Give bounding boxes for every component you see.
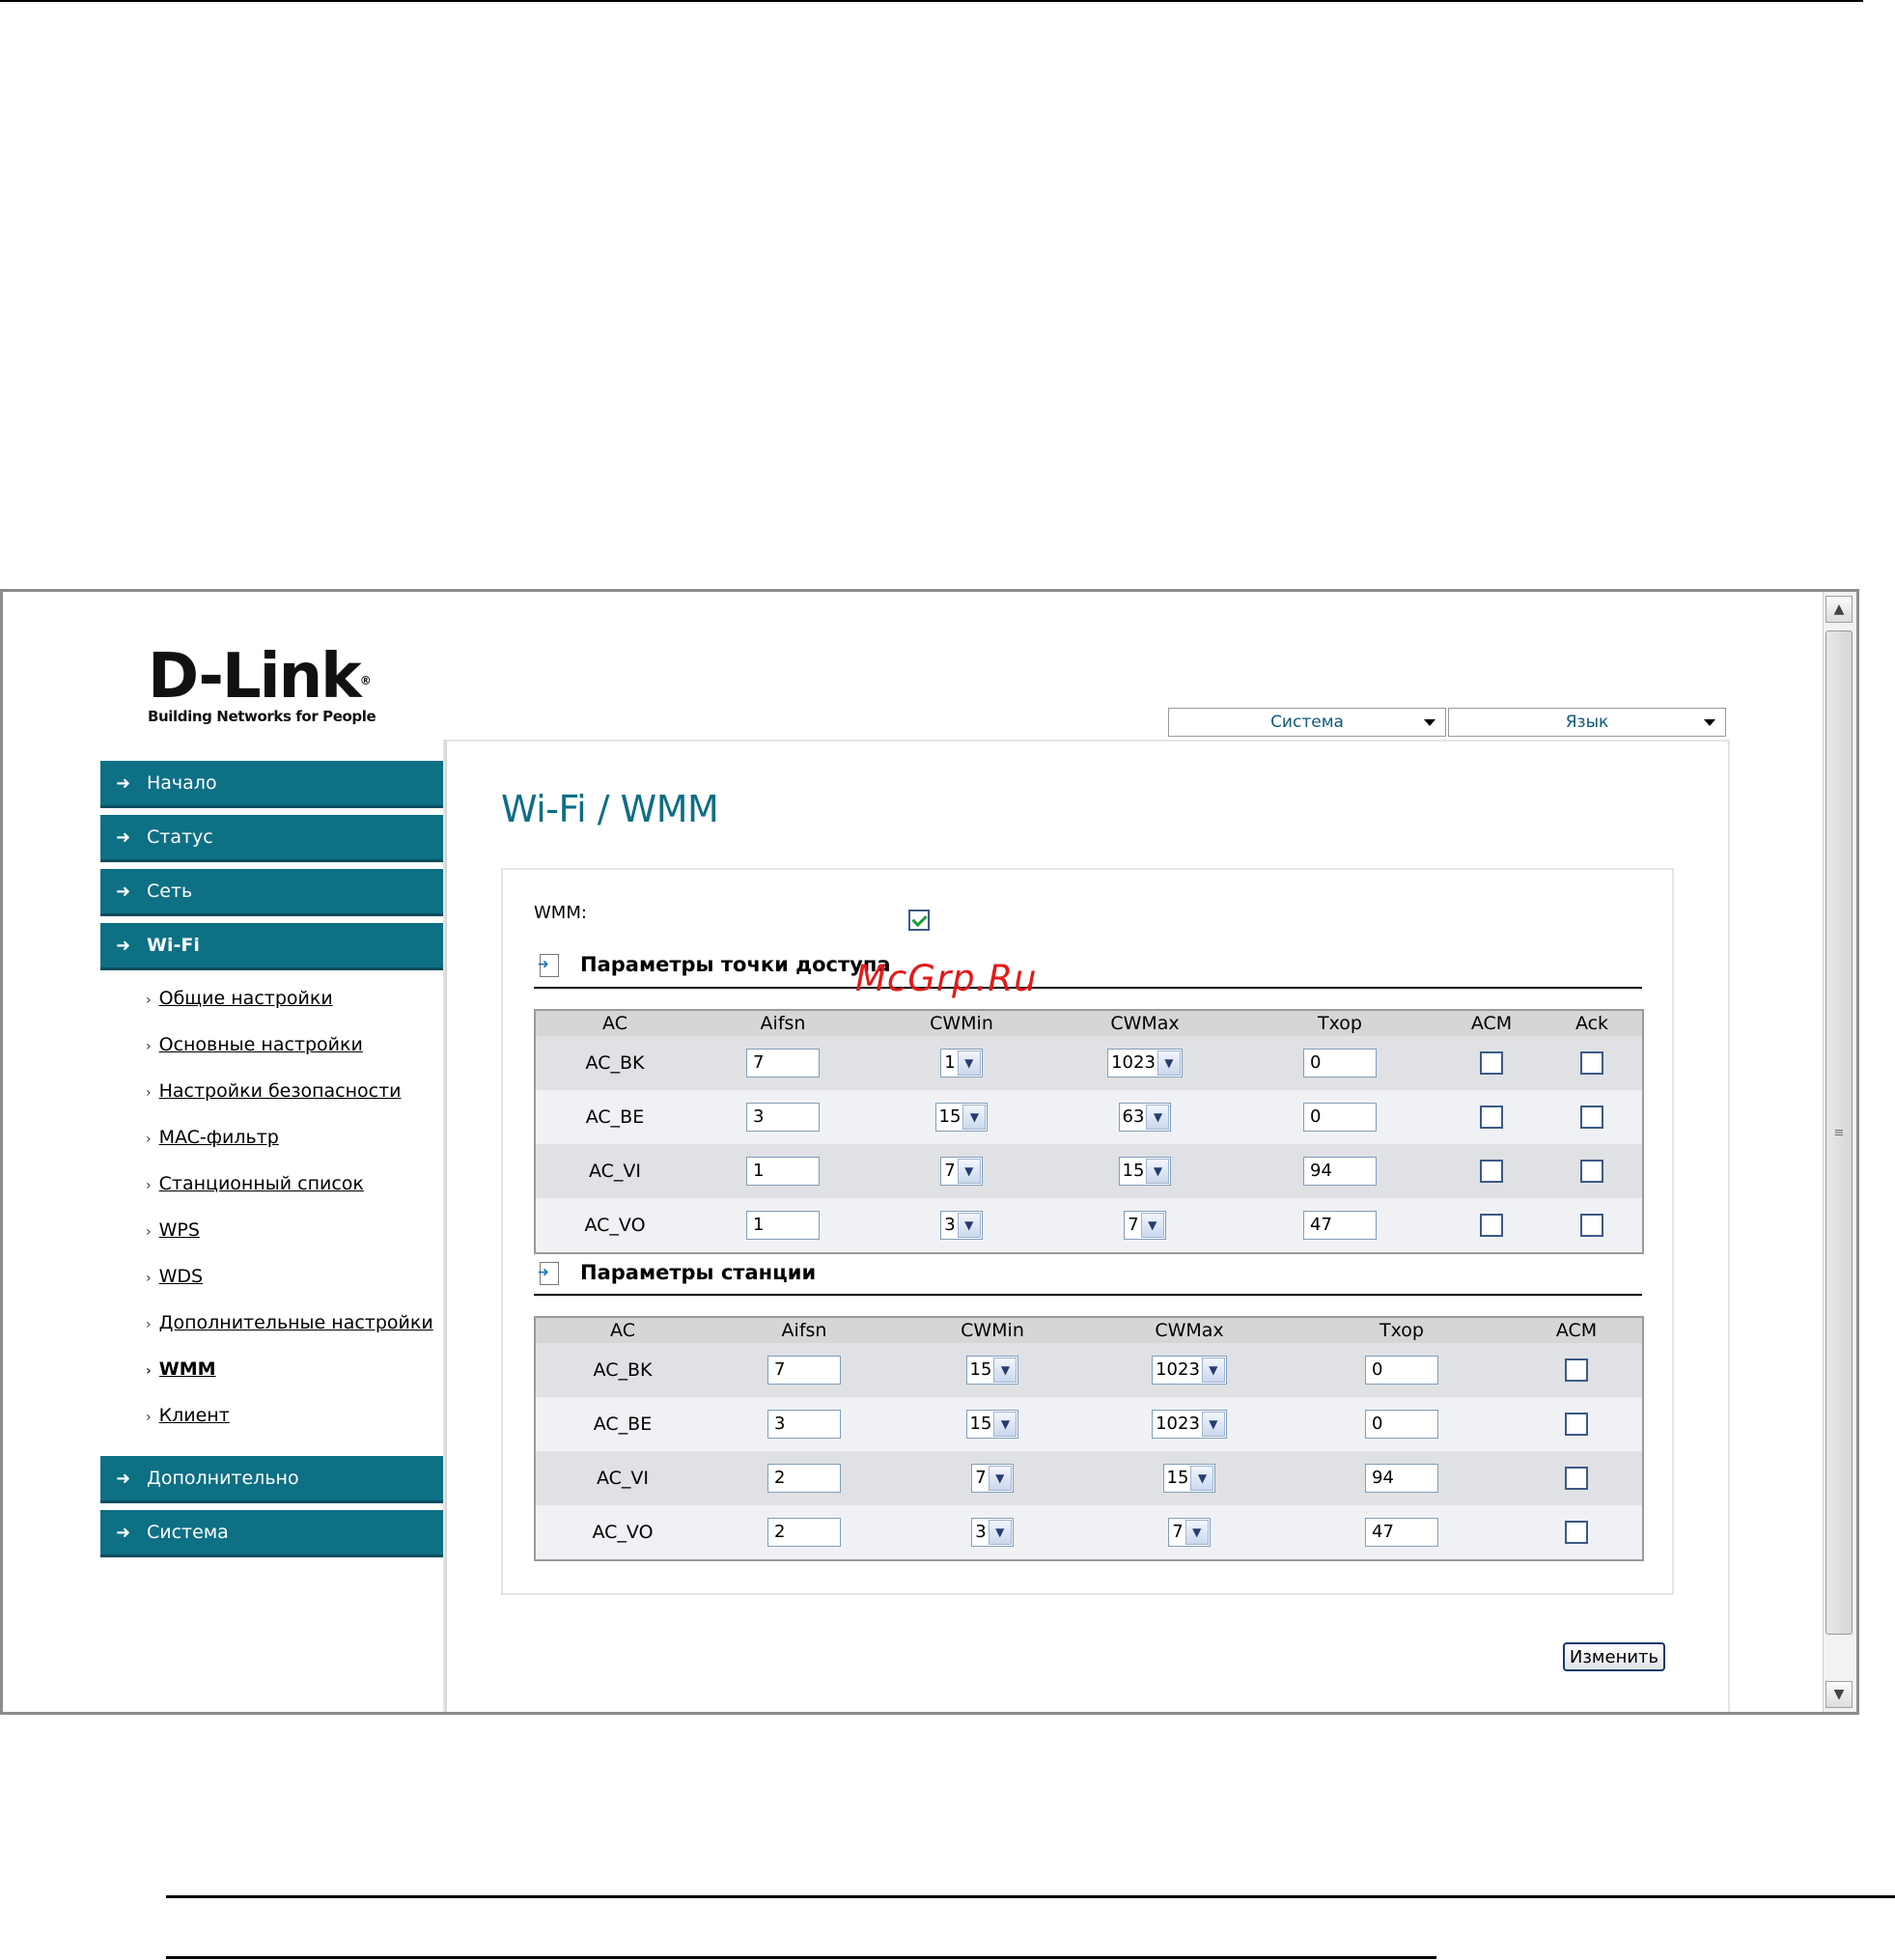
page-title: Wi-Fi / WMM xyxy=(501,788,719,830)
vertical-scrollbar[interactable] xyxy=(1823,592,1856,1712)
cwmin-select[interactable]: 1 ▼ xyxy=(940,1049,982,1078)
cwmin-select[interactable]: 3 ▼ xyxy=(940,1211,982,1240)
station-section-title: Параметры станции xyxy=(580,1261,817,1284)
chevron-down-icon: ▼ xyxy=(1146,1105,1169,1130)
logo-brand: D-Link xyxy=(148,641,360,713)
subnav-station-list[interactable]: › Станционный список xyxy=(146,1173,364,1194)
chevron-down-icon: ▼ xyxy=(958,1159,981,1184)
subnav-mac-filter[interactable]: › MAC-фильтр xyxy=(146,1127,279,1148)
table-header-row xyxy=(535,1010,1643,1036)
txop-input[interactable]: 94 xyxy=(1303,1157,1377,1186)
chevron-down-icon: ▼ xyxy=(1190,1466,1213,1491)
acm-checkbox[interactable] xyxy=(1480,1214,1503,1237)
aifsn-input[interactable]: 7 xyxy=(767,1356,841,1385)
language-menu-dropdown[interactable] xyxy=(1448,708,1726,737)
cwmax-select[interactable]: 15 ▼ xyxy=(1119,1157,1172,1186)
acm-checkbox[interactable] xyxy=(1565,1358,1588,1382)
logo-tagline: Building Networks for People xyxy=(148,708,376,725)
cwmax-select[interactable]: 15 ▼ xyxy=(1163,1464,1216,1493)
chevron-down-icon: ▼ xyxy=(989,1520,1012,1545)
chevron-down-icon: ▼ xyxy=(1202,1358,1225,1383)
txop-input[interactable]: 0 xyxy=(1303,1103,1377,1132)
chevron-down-icon xyxy=(1424,719,1435,726)
nav-item-status[interactable]: ➜ Статус xyxy=(100,815,443,862)
browser-window xyxy=(0,589,1859,1715)
table-row xyxy=(535,1505,1643,1560)
bullet-icon: › xyxy=(146,1271,152,1286)
dlink-logo: D-Link® Building Networks for People xyxy=(148,641,376,725)
aifsn-input[interactable]: 2 xyxy=(767,1518,841,1547)
arrow-right-icon: ➜ xyxy=(116,1522,131,1543)
aifsn-input[interactable]: 3 xyxy=(767,1410,841,1439)
acm-checkbox[interactable] xyxy=(1565,1521,1588,1544)
scroll-up-button[interactable] xyxy=(1825,596,1853,623)
col-txop: Txop xyxy=(1239,1010,1441,1036)
scroll-thumb[interactable] xyxy=(1825,630,1853,1635)
chevron-down-icon: ▼ xyxy=(1202,1412,1225,1437)
subnav-client[interactable]: › Клиент xyxy=(146,1405,230,1426)
nav-item-network[interactable]: ➜ Сеть xyxy=(100,869,443,916)
document-bottom-rule xyxy=(166,1895,1895,1898)
table-row xyxy=(535,1198,1643,1253)
chevron-down-icon: ▼ xyxy=(1833,1687,1845,1702)
ack-checkbox[interactable] xyxy=(1580,1051,1603,1075)
cwmin-select[interactable]: 15 ▼ xyxy=(935,1103,989,1132)
subnav-wds[interactable]: › WDS xyxy=(146,1266,204,1287)
cwmin-select[interactable]: 15 ▼ xyxy=(966,1356,1019,1385)
system-menu-dropdown[interactable] xyxy=(1168,708,1446,737)
ac-name: AC_BK xyxy=(535,1343,710,1397)
chevron-down-icon: ▼ xyxy=(1185,1520,1209,1545)
nav-item-wifi[interactable]: ➜ Wi-Fi xyxy=(100,923,443,970)
system-menu-label: Система xyxy=(1270,713,1344,732)
arrow-right-icon: ➜ xyxy=(116,881,131,902)
cwmin-select[interactable]: 7 ▼ xyxy=(940,1157,982,1186)
cwmax-select[interactable]: 1023 ▼ xyxy=(1152,1410,1227,1439)
acm-checkbox[interactable] xyxy=(1480,1051,1503,1075)
section-arrow-icon xyxy=(540,1262,559,1285)
ac-name: AC_VI xyxy=(535,1144,694,1198)
col-ack: Ack xyxy=(1542,1010,1643,1036)
col-txop: Txop xyxy=(1293,1317,1511,1343)
arrow-right-icon: ➜ xyxy=(116,1468,131,1489)
subnav-wmm[interactable]: › WMM xyxy=(146,1358,216,1380)
ac-name: AC_VO xyxy=(535,1505,710,1560)
col-cwmin: CWMin xyxy=(899,1317,1086,1343)
document-top-rule xyxy=(0,0,1863,2)
cwmax-select[interactable]: 1023 ▼ xyxy=(1152,1356,1227,1385)
cwmin-select[interactable]: 7 ▼ xyxy=(971,1464,1013,1493)
change-button[interactable]: Изменить xyxy=(1563,1642,1665,1671)
chevron-down-icon: ▼ xyxy=(958,1050,981,1076)
subnav-wps[interactable]: › WPS xyxy=(146,1219,200,1241)
acm-checkbox[interactable] xyxy=(1565,1467,1588,1490)
col-cwmax: CWMax xyxy=(1051,1010,1239,1036)
txop-input[interactable]: 0 xyxy=(1365,1410,1438,1439)
col-aifsn: Aifsn xyxy=(710,1317,899,1343)
language-menu-label: Язык xyxy=(1565,713,1609,732)
document-bottom-rule xyxy=(166,1956,1436,1959)
txop-input[interactable]: 47 xyxy=(1303,1211,1377,1240)
aifsn-input[interactable]: 1 xyxy=(746,1211,820,1240)
acm-checkbox[interactable] xyxy=(1480,1160,1503,1183)
txop-input[interactable]: 94 xyxy=(1365,1464,1438,1493)
scroll-down-button[interactable] xyxy=(1825,1681,1853,1708)
aifsn-input[interactable]: 2 xyxy=(767,1464,841,1493)
chevron-down-icon xyxy=(1704,719,1715,726)
table-row xyxy=(535,1090,1643,1144)
bullet-icon: › xyxy=(146,1085,152,1101)
section-arrow-icon xyxy=(540,954,559,977)
chevron-down-icon: ▼ xyxy=(958,1213,981,1238)
cwmax-select[interactable]: 7 ▼ xyxy=(1124,1211,1165,1240)
acm-checkbox[interactable] xyxy=(1480,1106,1503,1129)
col-aifsn: Aifsn xyxy=(694,1010,872,1036)
arrow-right-icon: ➜ xyxy=(116,935,131,956)
col-ac: AC xyxy=(535,1317,710,1343)
col-cwmin: CWMin xyxy=(872,1010,1051,1036)
chevron-down-icon: ▼ xyxy=(962,1105,986,1130)
cwmax-select[interactable]: 7 ▼ xyxy=(1168,1518,1210,1547)
arrow-right-icon: ➜ xyxy=(116,772,131,794)
col-ac: AC xyxy=(535,1010,694,1036)
col-acm: ACM xyxy=(1511,1317,1643,1343)
bullet-icon: › xyxy=(146,1224,152,1240)
ac-name: AC_VI xyxy=(535,1451,710,1505)
txop-input[interactable]: 0 xyxy=(1365,1356,1438,1385)
subnav-general[interactable]: › Общие настройки xyxy=(146,988,333,1009)
section-divider xyxy=(534,1294,1642,1296)
aifsn-input[interactable]: 7 xyxy=(746,1049,820,1078)
table-row xyxy=(535,1451,1643,1505)
grip-icon: ≡ xyxy=(1833,1125,1845,1140)
cwmax-select[interactable]: 1023 ▼ xyxy=(1107,1049,1183,1078)
table-row xyxy=(535,1397,1643,1451)
col-acm: ACM xyxy=(1441,1010,1542,1036)
col-cwmax: CWMax xyxy=(1086,1317,1293,1343)
nav-item-start[interactable]: ➜ Начало xyxy=(100,761,443,808)
acm-checkbox[interactable] xyxy=(1565,1413,1588,1436)
bullet-icon: › xyxy=(146,1410,152,1425)
cwmin-select[interactable]: 3 ▼ xyxy=(971,1518,1013,1547)
chevron-down-icon: ▼ xyxy=(993,1412,1017,1437)
ac-name: AC_BE xyxy=(535,1090,694,1144)
chevron-up-icon: ▲ xyxy=(1833,602,1845,617)
ack-checkbox[interactable] xyxy=(1580,1214,1603,1237)
wmm-checkbox[interactable] xyxy=(908,910,930,931)
cwmax-select[interactable]: 63 ▼ xyxy=(1119,1103,1172,1132)
station-params-table xyxy=(534,1316,1644,1561)
aifsn-input[interactable]: 1 xyxy=(746,1157,820,1186)
subnav-basic[interactable]: › Основные настройки xyxy=(146,1034,363,1055)
nav-item-system[interactable]: ➜ Система xyxy=(100,1510,443,1557)
wmm-label: WMM: xyxy=(534,903,587,923)
ap-params-table xyxy=(534,1009,1644,1254)
table-row xyxy=(535,1144,1643,1198)
arrow-right-icon: ➜ xyxy=(116,826,131,848)
sidebar-divider xyxy=(445,740,447,1715)
bullet-icon: › xyxy=(146,1132,152,1147)
ac-name: AC_BK xyxy=(535,1036,694,1090)
subnav-security[interactable]: › Настройки безопасности xyxy=(146,1080,402,1102)
cwmin-select[interactable]: 15 ▼ xyxy=(966,1410,1019,1439)
bullet-icon: › xyxy=(146,1317,152,1332)
bullet-icon: › xyxy=(146,1039,152,1054)
bullet-icon: › xyxy=(146,1178,152,1193)
ack-checkbox[interactable] xyxy=(1580,1106,1603,1129)
bullet-icon: › xyxy=(146,1363,152,1379)
txop-input[interactable]: 47 xyxy=(1365,1518,1438,1547)
table-header-row xyxy=(535,1317,1643,1343)
ac-name: AC_VO xyxy=(535,1198,694,1253)
watermark-text: McGrp.Ru xyxy=(855,958,1038,999)
section-divider xyxy=(534,987,1642,989)
chevron-down-icon: ▼ xyxy=(1146,1159,1169,1184)
ack-checkbox[interactable] xyxy=(1580,1160,1603,1183)
chevron-down-icon: ▼ xyxy=(989,1466,1012,1491)
ap-section-title: Параметры точки доступа xyxy=(580,953,891,976)
ac-name: AC_BE xyxy=(535,1397,710,1451)
bullet-icon: › xyxy=(146,993,152,1008)
txop-input[interactable]: 0 xyxy=(1303,1049,1377,1078)
table-row xyxy=(535,1343,1643,1397)
nav-item-additional[interactable]: ➜ Дополнительно xyxy=(100,1456,443,1503)
chevron-down-icon: ▼ xyxy=(993,1358,1017,1383)
chevron-down-icon: ▼ xyxy=(1157,1050,1181,1076)
aifsn-input[interactable]: 3 xyxy=(746,1103,820,1132)
subnav-advanced[interactable]: › Дополнительные настройки xyxy=(146,1312,433,1333)
table-row xyxy=(535,1036,1643,1090)
chevron-down-icon: ▼ xyxy=(1141,1213,1164,1238)
